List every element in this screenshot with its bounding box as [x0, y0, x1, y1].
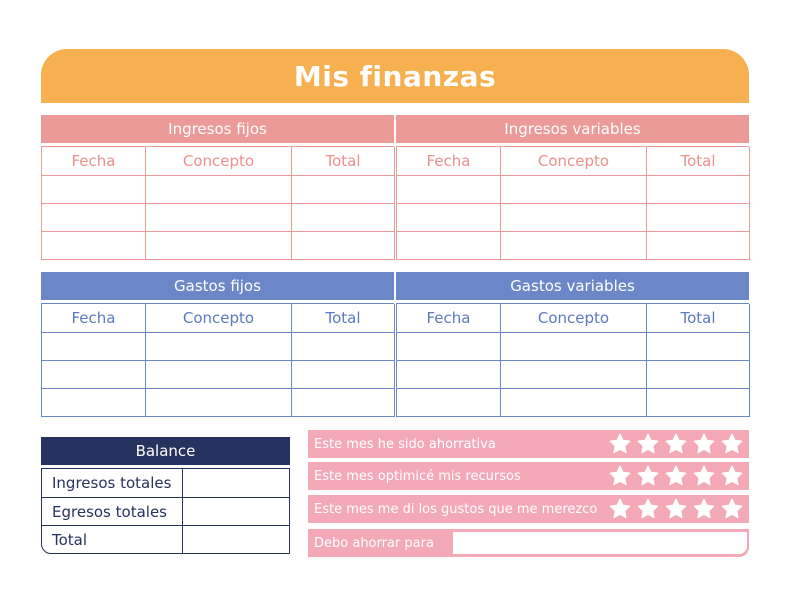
- star-icon[interactable]: [721, 498, 743, 520]
- rating-label: Este mes me di los gustos que me merezco: [314, 501, 598, 517]
- gastos-fijos-header: Gastos fijos: [41, 272, 394, 300]
- rating-label: Este mes he sido ahorrativa: [314, 436, 496, 452]
- star-rating[interactable]: [609, 498, 749, 520]
- star-icon[interactable]: [693, 498, 715, 520]
- table-cell[interactable]: [146, 389, 292, 417]
- star-icon[interactable]: [721, 433, 743, 455]
- table-cell[interactable]: [647, 389, 750, 417]
- balance-value-cell[interactable]: [183, 498, 289, 525]
- page-title: Mis finanzas: [293, 59, 497, 93]
- table-cell[interactable]: [647, 204, 750, 232]
- table-cell[interactable]: [397, 333, 501, 361]
- table-cell[interactable]: [647, 176, 750, 204]
- rating-row: [308, 430, 749, 458]
- star-icon[interactable]: [693, 465, 715, 487]
- table-cell[interactable]: [292, 389, 395, 417]
- star-icon[interactable]: [609, 498, 631, 520]
- star-icon[interactable]: [693, 433, 715, 455]
- star-icon[interactable]: [665, 465, 687, 487]
- star-icon[interactable]: [609, 433, 631, 455]
- table-cell[interactable]: [146, 204, 292, 232]
- table-cell[interactable]: [397, 389, 501, 417]
- table-cell[interactable]: [501, 333, 647, 361]
- star-icon[interactable]: [609, 465, 631, 487]
- ingresos-fijos-header: Ingresos fijos: [41, 115, 394, 143]
- table-cell[interactable]: [292, 232, 395, 260]
- table-cell[interactable]: [42, 232, 146, 260]
- balance-row: [42, 497, 289, 525]
- table-cell[interactable]: [146, 232, 292, 260]
- table-cell[interactable]: [647, 232, 750, 260]
- star-rating[interactable]: [609, 433, 749, 455]
- gastos-fijos-table: [41, 272, 394, 417]
- table-cell[interactable]: [42, 176, 146, 204]
- column-header-concepto: Concepto: [146, 304, 292, 333]
- table-cell[interactable]: [647, 333, 750, 361]
- balance-table: [41, 437, 290, 554]
- gastos-variables-header: Gastos variables: [396, 272, 749, 300]
- column-header-fecha: Fecha: [397, 147, 501, 176]
- rating-label: Este mes optimicé mis recursos: [314, 468, 521, 484]
- table-cell[interactable]: [501, 361, 647, 389]
- column-header-total: Total: [292, 147, 395, 176]
- rating-row: [308, 495, 749, 523]
- table-cell[interactable]: [501, 389, 647, 417]
- column-header-fecha: Fecha: [397, 304, 501, 333]
- table-cell[interactable]: [292, 204, 395, 232]
- balance-label: Total: [42, 526, 183, 553]
- star-icon[interactable]: [665, 498, 687, 520]
- ingresos-variables-table: [396, 115, 749, 260]
- star-icon[interactable]: [637, 498, 659, 520]
- savings-goal-label: Debo ahorrar para: [314, 535, 434, 551]
- star-icon[interactable]: [665, 433, 687, 455]
- table-cell[interactable]: [647, 361, 750, 389]
- column-header-total: Total: [292, 304, 395, 333]
- column-header-concepto: Concepto: [146, 147, 292, 176]
- star-rating[interactable]: [609, 465, 749, 487]
- table-cell[interactable]: [146, 176, 292, 204]
- column-header-concepto: Concepto: [501, 304, 647, 333]
- table-cell[interactable]: [501, 232, 647, 260]
- balance-value-cell[interactable]: [183, 469, 289, 497]
- star-icon[interactable]: [637, 433, 659, 455]
- title-banner: [41, 49, 749, 103]
- gastos-variables-table: [396, 272, 749, 417]
- table-cell[interactable]: [146, 333, 292, 361]
- savings-goal-field[interactable]: [453, 532, 747, 554]
- star-icon[interactable]: [721, 465, 743, 487]
- savings-goal-row: [308, 529, 749, 557]
- balance-header: Balance: [41, 437, 290, 465]
- column-header-total: Total: [647, 147, 750, 176]
- balance-value-cell[interactable]: [183, 526, 289, 553]
- column-header-total: Total: [647, 304, 750, 333]
- table-cell[interactable]: [501, 204, 647, 232]
- table-cell[interactable]: [501, 176, 647, 204]
- table-cell[interactable]: [292, 333, 395, 361]
- table-cell[interactable]: [397, 176, 501, 204]
- ingresos-variables-header: Ingresos variables: [396, 115, 749, 143]
- column-header-fecha: Fecha: [42, 147, 146, 176]
- table-cell[interactable]: [42, 204, 146, 232]
- balance-label: Ingresos totales: [42, 469, 183, 497]
- ingresos-fijos-table: [41, 115, 394, 260]
- table-cell[interactable]: [146, 361, 292, 389]
- star-icon[interactable]: [637, 465, 659, 487]
- table-cell[interactable]: [42, 333, 146, 361]
- table-cell[interactable]: [397, 232, 501, 260]
- table-cell[interactable]: [42, 361, 146, 389]
- table-cell[interactable]: [397, 204, 501, 232]
- balance-row: [42, 525, 289, 553]
- table-cell[interactable]: [292, 361, 395, 389]
- column-header-concepto: Concepto: [501, 147, 647, 176]
- balance-label: Egresos totales: [42, 498, 183, 525]
- rating-row: [308, 462, 749, 490]
- balance-row: [42, 469, 289, 497]
- table-cell[interactable]: [42, 389, 146, 417]
- column-header-fecha: Fecha: [42, 304, 146, 333]
- table-cell[interactable]: [292, 176, 395, 204]
- table-cell[interactable]: [397, 361, 501, 389]
